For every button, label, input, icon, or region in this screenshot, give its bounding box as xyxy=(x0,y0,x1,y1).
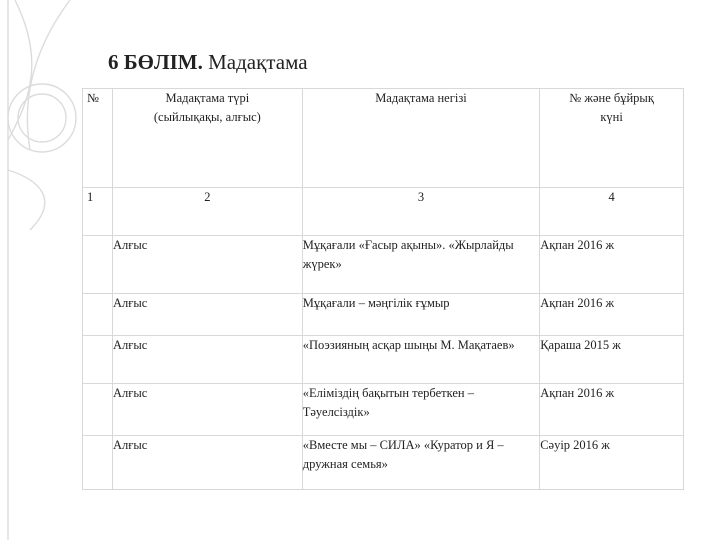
table-row xyxy=(83,436,684,490)
award-basis-cell: «Еліміздің бақытын тербеткен – Тәуелсіздік» xyxy=(302,384,539,436)
row-number-cell xyxy=(83,436,113,490)
award-basis-cell: «Вместе мы – СИЛА» «Куратор и Я – дружная семья» xyxy=(302,436,539,490)
page-title xyxy=(108,50,308,75)
award-type-cell: Алғыс xyxy=(112,384,302,436)
header-award-type: Мадақтама түрі (сыйлықақы, алғыс) xyxy=(112,89,302,188)
award-basis-cell: Мұқағали – мәңгілік ғұмыр xyxy=(302,294,539,336)
award-type-cell: Алғыс xyxy=(112,236,302,294)
table-row xyxy=(83,384,684,436)
table-row xyxy=(83,336,684,384)
table-row xyxy=(83,294,684,336)
title-text: Мадақтама xyxy=(208,50,308,74)
order-date-cell: Ақпан 2016 ж xyxy=(540,236,684,294)
column-number: 2 xyxy=(112,188,302,236)
column-number: 3 xyxy=(302,188,539,236)
award-basis-cell: «Поэзияның асқар шыңы М. Мақатаев» xyxy=(302,336,539,384)
title-section-number: 6 БӨЛІМ. xyxy=(108,50,203,74)
award-type-cell: Алғыс xyxy=(112,436,302,490)
column-number: 1 xyxy=(83,188,113,236)
row-number-cell xyxy=(83,236,113,294)
row-number-cell xyxy=(83,336,113,384)
column-number-row xyxy=(83,188,684,236)
row-number-cell xyxy=(83,294,113,336)
award-type-cell: Алғыс xyxy=(112,294,302,336)
column-number: 4 xyxy=(540,188,684,236)
order-date-cell: Қараша 2015 ж xyxy=(540,336,684,384)
header-number: № xyxy=(83,89,113,188)
order-date-cell: Сәуір 2016 ж xyxy=(540,436,684,490)
award-basis-cell: Мұқағали «Ғасыр ақыны». «Жырлайды жүрек» xyxy=(302,236,539,294)
header-award-basis: Мадақтама негізі xyxy=(302,89,539,188)
table-row xyxy=(83,236,684,294)
table-header-row xyxy=(83,89,684,188)
order-date-cell: Ақпан 2016 ж xyxy=(540,294,684,336)
award-type-cell: Алғыс xyxy=(112,336,302,384)
row-number-cell xyxy=(83,384,113,436)
header-order-date: № және бұйрық күні xyxy=(540,89,684,188)
order-date-cell: Ақпан 2016 ж xyxy=(540,384,684,436)
awards-table xyxy=(82,88,684,490)
